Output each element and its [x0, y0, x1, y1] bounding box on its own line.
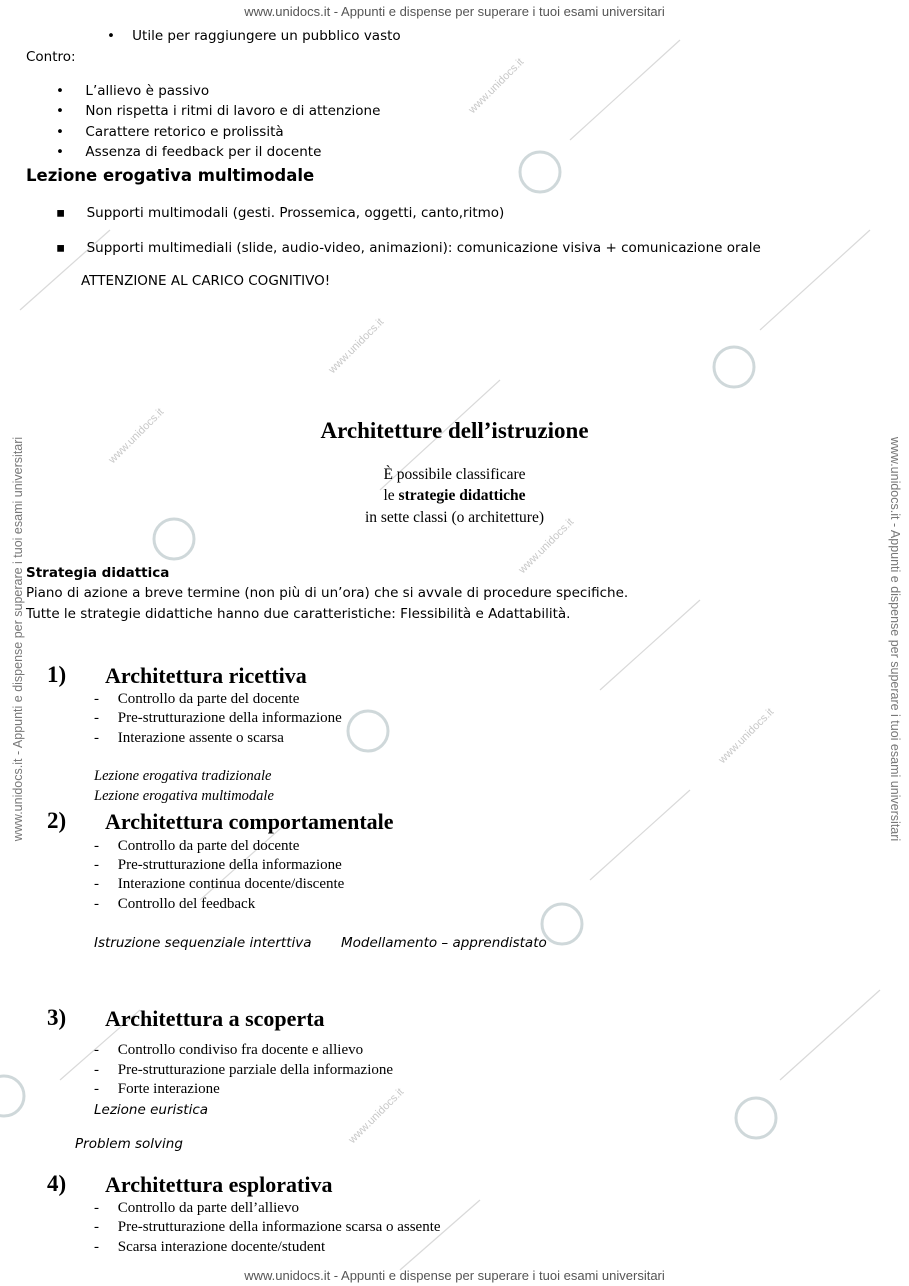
subtitle-line: le strategie didattiche — [383, 487, 526, 504]
list-item: - Controllo da parte del docente — [94, 838, 300, 854]
list-item: - Pre-strutturazione della informazione — [94, 857, 342, 873]
list-item: - Controllo da parte del docente — [94, 691, 300, 707]
side-watermark-right: www.unidocs.it - Appunti e dispense per superare i tuoi esami universitari — [888, 436, 902, 842]
unidocs-logo-icon — [0, 152, 776, 1138]
subtitle-line: È possibile classificare — [383, 466, 526, 483]
architecture-number: 4) — [47, 1171, 67, 1196]
architecture-number: 3) — [47, 1005, 67, 1030]
diagonal-watermark: www.unidocs.it — [326, 316, 387, 376]
diagonal-watermark: www.unidocs.it — [466, 56, 527, 116]
example: Lezione erogativa tradizionale — [94, 768, 272, 784]
list-item: ▪ Supporti multimediali (slide, audio-video, animazioni): comunicazione visiva + comunicazione orale — [56, 240, 761, 256]
list-item: • Non rispetta i ritmi di lavoro e di attenzione — [56, 103, 381, 119]
architecture-title: Architettura a scoperta — [105, 1006, 325, 1031]
list-item: - Interazione continua docente/discente — [94, 876, 345, 892]
side-watermark-left: www.unidocs.it - Appunti e dispense per superare i tuoi esami universitari — [11, 436, 25, 842]
list-item: • L’allievo è passivo — [56, 83, 210, 99]
list-item: - Controllo del feedback — [94, 896, 256, 912]
section-heading: Lezione erogativa multimodale — [26, 166, 315, 185]
list-item: - Interazione assente o scarsa — [94, 730, 284, 746]
diagonal-watermark: www.unidocs.it — [346, 1086, 407, 1146]
list-item: • Utile per raggiungere un pubblico vasto — [107, 28, 401, 44]
example: Lezione erogativa multimodale — [94, 788, 274, 804]
footer-watermark: www.unidocs.it - Appunti e dispense per superare i tuoi esami universitari — [244, 1268, 665, 1283]
list-item: - Controllo condiviso fra docente e allievo — [94, 1042, 364, 1058]
architecture-title: Architettura ricettiva — [105, 663, 307, 688]
diagonal-watermark: www.unidocs.it — [716, 706, 777, 766]
architecture-number: 2) — [47, 808, 67, 833]
example: Istruzione sequenziale interttiva — [94, 935, 312, 951]
list-item: - Forte interazione — [94, 1081, 220, 1097]
definition-label: Strategia didattica — [26, 565, 170, 581]
list-item: • Assenza di feedback per il docente — [56, 144, 322, 160]
list-item: - Pre-strutturazione della informazione — [94, 710, 342, 726]
list-item: - Pre-strutturazione parziale della informazione — [94, 1062, 394, 1078]
note: ATTENZIONE AL CARICO COGNITIVO! — [81, 273, 331, 289]
architecture-title: Architettura comportamentale — [105, 809, 394, 834]
header-watermark: www.unidocs.it - Appunti e dispense per superare i tuoi esami universitari — [244, 4, 665, 19]
list-item: - Controllo da parte dell’allievo — [94, 1200, 299, 1216]
example: Modellamento – apprendistato — [341, 935, 547, 951]
architecture-title: Architettura esplorativa — [105, 1172, 333, 1197]
diagonal-watermark: www.unidocs.it — [516, 516, 577, 576]
list-item: - Scarsa interazione docente/student — [94, 1239, 326, 1255]
contro-label: Contro: — [26, 49, 76, 65]
definition-text: Piano di azione a breve termine (non più di un’ora) che si avvale di procedure specifiche. — [26, 585, 629, 601]
list-item: ▪ Supporti multimodali (gesti. Prossemica, oggetti, canto,ritmo) — [56, 205, 505, 221]
diagonal-watermark: www.unidocs.it — [106, 406, 167, 466]
architecture-number: 1) — [47, 662, 67, 687]
example: Lezione euristica — [94, 1102, 209, 1118]
subtitle-line: in sette classi (o architetture) — [364, 509, 545, 526]
list-item: - Pre-strutturazione della informazione scarsa o assente — [94, 1219, 441, 1235]
definition-text: Tutte le strategie didattiche hanno due caratteristiche: Flessibilità e Adattabilità. — [26, 606, 571, 622]
example: Problem solving — [75, 1136, 183, 1152]
page-title: Architetture dell’istruzione — [320, 418, 589, 443]
list-item: • Carattere retorico e prolissità — [56, 124, 284, 140]
